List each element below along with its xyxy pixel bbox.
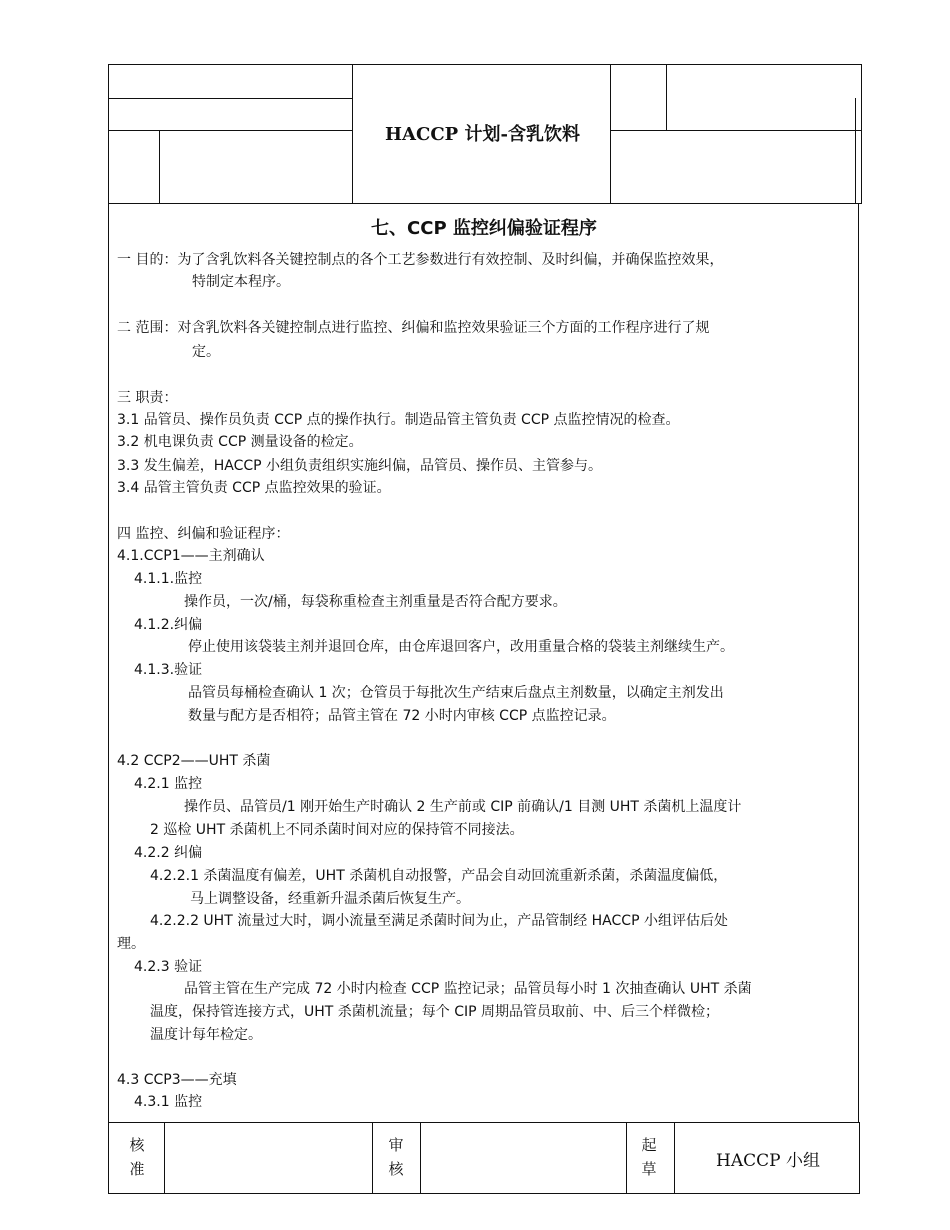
text-line: 4.2 CCP2——UHT 杀菌 — [117, 753, 271, 769]
text-line: 3.2 机电课负责 CCP 测量设备的检定。 — [117, 434, 363, 450]
text-line: 4.1.2.纠偏 — [134, 617, 203, 633]
footer-divider — [420, 1122, 421, 1194]
header-divider — [108, 130, 352, 131]
header-divider — [159, 130, 160, 204]
drafter-name: HACCP 小组 — [716, 1151, 820, 1171]
text-line: 4.3.1 监控 — [134, 1094, 203, 1110]
footer-divider — [164, 1122, 165, 1194]
body-right-border — [858, 204, 859, 1122]
text-line: 3.1 品管员、操作员负责 CCP 点的操作执行。制造品管主管负责 CCP 点监控情况的检查。 — [117, 412, 680, 428]
footer-divider — [674, 1122, 675, 1194]
review-label: 审 核 — [388, 1136, 404, 1178]
text-line: 4.2.2.2 UHT 流量过大时，调小流量至满足杀菌时间为止，产品管制经 HACCP 小组评估后处 — [150, 913, 728, 929]
text-line: 4.1.CCP1——主剂确认 — [117, 548, 265, 564]
text-line: 定。 — [192, 344, 220, 360]
text-line: 4.2.2 纠偏 — [134, 845, 203, 861]
text-line: 操作员，一次/桶，每袋称重检查主剂重量是否符合配方要求。 — [184, 594, 567, 610]
text-line: 三 职责： — [117, 390, 178, 406]
text-line: 3.4 品管主管负责 CCP 点监控效果的验证。 — [117, 480, 391, 496]
header-divider — [855, 98, 856, 204]
draft-label: 起 草 — [641, 1136, 657, 1178]
text-line: 一 目的：为了含乳饮料各关键控制点的各个工艺参数进行有效控制、及时纠偏，并确保监控效果， — [117, 252, 724, 268]
text-line: 温度计每年检定。 — [150, 1027, 262, 1043]
text-line: 4.2.2.1 杀菌温度有偏差，UHT 杀菌机自动报警，产品会自动回流重新杀菌，杀菌温度偏低， — [150, 868, 728, 884]
header-divider — [610, 64, 611, 204]
text-line: 数量与配方是否相符；品管主管在 72 小时内审核 CCP 点监控记录。 — [188, 708, 616, 724]
page-title: HACCP 计划-含乳饮料 — [385, 124, 580, 145]
text-line: 特制定本程序。 — [192, 274, 290, 290]
header-divider — [108, 98, 352, 99]
text-line: 停止使用该袋装主剂并退回仓库，由仓库退回客户，改用重量合格的袋装主剂继续生产。 — [188, 639, 734, 655]
header-divider — [352, 64, 353, 204]
footer-divider — [372, 1122, 373, 1194]
footer-divider — [626, 1122, 627, 1194]
text-line: 4.1.3.验证 — [134, 662, 203, 678]
text-line: 4.3 CCP3——充填 — [117, 1072, 237, 1088]
text-line: 2 巡检 UHT 杀菌机上不同杀菌时间对应的保持管不同接法。 — [150, 822, 524, 838]
section-title: 七、CCP 监控纠偏验证程序 — [371, 218, 597, 239]
text-line: 3.3 发生偏差，HACCP 小组负责组织实施纠偏，品管员、操作员、主管参与。 — [117, 458, 603, 474]
text-line: 二 范围：对含乳饮料各关键控制点进行监控、纠偏和监控效果验证三个方面的工作程序进行了规 — [117, 320, 710, 336]
text-line: 温度，保持管连接方式，UHT 杀菌机流量；每个 CIP 周期品管员取前、中、后三个样微检； — [150, 1004, 720, 1020]
approve-label: 核 准 — [129, 1136, 145, 1178]
text-line: 马上调整设备，经重新升温杀菌后恢复生产。 — [190, 891, 470, 907]
text-line: 4.1.1.监控 — [134, 571, 203, 587]
text-line: 品管员每桶检查确认 1 次；仓管员于每批次生产结束后盘点主剂数量，以确定主剂发出 — [188, 685, 724, 701]
text-line: 理。 — [117, 936, 145, 952]
header-divider — [666, 64, 667, 130]
text-line: 四 监控、纠偏和验证程序： — [117, 526, 290, 542]
text-line: 4.2.3 验证 — [134, 959, 203, 975]
text-line: 4.2.1 监控 — [134, 776, 203, 792]
text-line: 操作员、品管员/1 刚开始生产时确认 2 生产前或 CIP 前确认/1 目测 UHT 杀菌机上温度计 — [184, 799, 742, 815]
text-line: 品管主管在生产完成 72 小时内检查 CCP 监控记录；品管员每小时 1 次抽查确认 UHT 杀菌 — [184, 981, 752, 997]
header-divider — [610, 130, 862, 131]
body-left-border — [108, 204, 109, 1122]
